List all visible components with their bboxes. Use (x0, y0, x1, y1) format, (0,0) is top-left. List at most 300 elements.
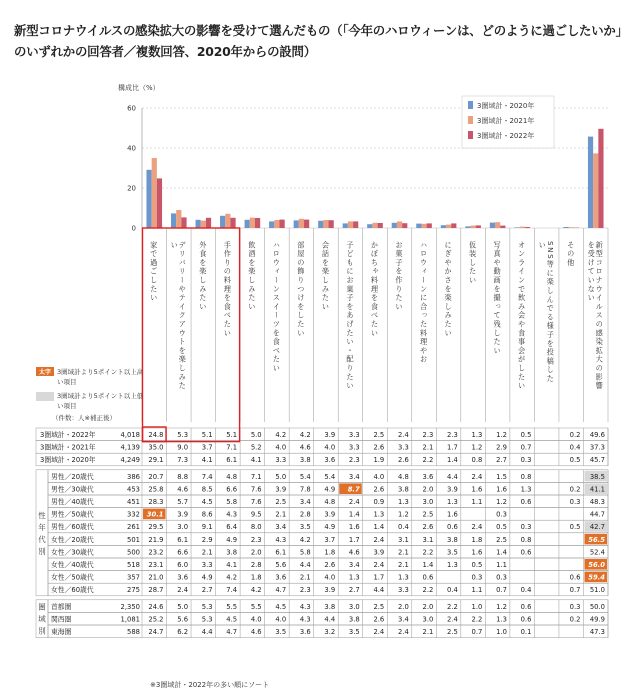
table-value: 3.6 (275, 573, 287, 582)
table-value: 8.8 (177, 472, 189, 481)
table-value: 0.8 (471, 456, 483, 465)
table-value: 0.7 (496, 586, 507, 595)
table-value: 2.5 (447, 628, 458, 636)
table-value: 4.4 (324, 615, 336, 624)
table-value: 5.5 (250, 602, 262, 611)
bar (353, 221, 358, 228)
table-value: 3.3 (397, 586, 409, 595)
table-value: 2.0 (422, 602, 434, 611)
bar (500, 226, 505, 228)
table-value: 1.4 (447, 456, 458, 465)
group-label-char: 域 (38, 614, 46, 624)
table-value: 29.1 (148, 456, 164, 465)
category-label: デリバリーやテイクアウトを楽しみた (178, 241, 188, 391)
table-value: 4.2 (275, 431, 287, 439)
table-value: 1.2 (397, 510, 409, 519)
table-value: 2.8 (250, 561, 262, 569)
table-value: 1.7 (348, 535, 360, 544)
bar (593, 153, 598, 228)
table-value: 48.3 (589, 498, 605, 506)
table-value: 3.9 (324, 586, 336, 595)
table-value: 2.4 (373, 628, 385, 636)
table-value: 4.0 (250, 615, 262, 624)
row-label: 東海圏 (51, 628, 72, 636)
bar (563, 227, 568, 228)
table-value: 37.3 (589, 443, 605, 452)
table-value: 6.4 (226, 523, 238, 532)
table-value: 4.3 (275, 535, 287, 544)
category-label: 手作りの料理を食べたい (223, 241, 233, 338)
table-value: 1.3 (397, 498, 409, 506)
table-value: 1.4 (422, 561, 434, 569)
bar (171, 213, 176, 228)
table-value: 56.0 (588, 561, 605, 569)
table-value: 7.8 (299, 485, 311, 494)
table-value: 1.3 (447, 498, 458, 506)
table-value: 0.2 (569, 485, 581, 494)
row-count: 332 (127, 510, 140, 519)
table-value: 3.8 (226, 548, 238, 557)
table-value: 0.6 (520, 498, 532, 506)
table-value: 3.8 (447, 535, 458, 544)
table-value: 1.3 (397, 573, 409, 582)
table-value: 1.6 (447, 510, 458, 519)
table-value: 4.6 (348, 548, 360, 557)
table-value: 1.0 (471, 602, 483, 611)
table-value: 3.9 (373, 548, 385, 557)
category-label: かぼちゃ料理を食べたい (370, 241, 380, 338)
table-value: 2.3 (422, 431, 434, 439)
table-value: 4.3 (226, 510, 238, 519)
group-label-cell (36, 470, 48, 596)
table-value: 3.3 (397, 443, 409, 452)
bar (255, 218, 260, 228)
table-value: 0.5 (569, 456, 581, 465)
row-count: 2,350 (120, 602, 140, 611)
bar (294, 220, 299, 228)
table-value: 8.0 (250, 523, 262, 532)
table-value: 2.1 (397, 548, 409, 557)
footnote: ※3圏域計・2022年の多い順にソート (150, 681, 270, 689)
table-value: 0.3 (496, 510, 507, 519)
table-value: 0.3 (520, 523, 532, 532)
table-value: 6.2 (177, 628, 189, 636)
bar (201, 221, 206, 228)
table-value: 2.3 (299, 586, 311, 595)
table-value: 0.1 (520, 628, 532, 636)
table-value: 3.6 (177, 573, 189, 582)
table-value: 8.5 (201, 485, 213, 494)
table-value: 2.4 (471, 472, 483, 481)
table-value: 4.0 (275, 615, 287, 624)
table-value: 5.0 (250, 431, 262, 439)
table-value: 4.0 (324, 573, 336, 582)
row-label: 女性／30歳代 (51, 548, 94, 557)
table-value: 5.6 (177, 615, 189, 624)
table-value: 1.3 (373, 510, 385, 519)
table-value: 2.5 (496, 535, 507, 544)
table-value: 5.1 (201, 431, 213, 439)
table-value: 4.5 (275, 602, 287, 611)
legend-swatch (468, 116, 473, 124)
table-value: 3.3 (348, 431, 360, 439)
table-value: 5.0 (275, 472, 287, 481)
table-value: 2.2 (471, 615, 483, 624)
table-value: 1.2 (496, 602, 507, 611)
table-value: 42.7 (589, 523, 605, 532)
table-value: 5.3 (201, 602, 213, 611)
table-value: 3.4 (275, 523, 287, 532)
row-label: 男性／50歳代 (51, 510, 94, 519)
table-value: 0.3 (520, 456, 532, 465)
page-title: 新型コロナウイルスの感染拡大の影響を受けて選んだもの（「今年のハロウィーンは、どのように過ごしたいか」のいずれかの回答者／複数回答、2020年からの設問） (14, 23, 622, 59)
table-value: 4.9 (226, 535, 238, 544)
bar (397, 221, 402, 228)
bar (421, 224, 426, 228)
table-value: 6.0 (177, 561, 189, 569)
row-count: 4,139 (120, 443, 140, 452)
table-value: 9.5 (250, 510, 262, 519)
table-value: 4.1 (201, 456, 213, 465)
table-value: 25.8 (148, 485, 164, 494)
table-value: 23.1 (148, 561, 164, 569)
table-value: 4.2 (226, 573, 238, 582)
table-value: 50.0 (589, 602, 605, 611)
table-value: 2.4 (348, 498, 360, 506)
row-label: 女性／50歳代 (51, 573, 94, 582)
category-label: 新型コロナウイルスの感染拡大の影響 (595, 241, 605, 391)
bar (146, 170, 151, 228)
bar (598, 129, 603, 228)
table-value: 3.4 (397, 615, 409, 624)
category-label: その他 (566, 241, 576, 268)
table-value: 0.4 (447, 586, 458, 595)
table-value: 1.4 (373, 523, 385, 532)
category-label: SNS等に楽しんでる様子を投稿した (546, 241, 556, 384)
category-label: 部屋の飾りつけをしたい (296, 241, 306, 338)
bar (569, 227, 574, 228)
table-value: 5.8 (226, 498, 238, 506)
table-value: 1.3 (496, 615, 507, 624)
table-value: 4.2 (299, 431, 311, 439)
table-value: 49.9 (589, 615, 605, 624)
table-value: 52.4 (589, 548, 605, 557)
row-label: 女性／20歳代 (51, 535, 94, 544)
legend-high-text-2: い項目 (57, 378, 77, 386)
table-value: 3.8 (324, 602, 336, 611)
table-value: 59.4 (588, 573, 605, 582)
table-value: 5.4 (299, 472, 311, 481)
table-value: 2.4 (471, 523, 483, 532)
table-value: 30.1 (146, 510, 164, 519)
table-value: 2.5 (422, 510, 434, 519)
table-value: 6.1 (275, 548, 287, 557)
table-value: 1.8 (471, 535, 483, 544)
table-value: 6.6 (177, 548, 189, 557)
table-value: 2.4 (447, 615, 458, 624)
table-value: 3.6 (299, 628, 311, 636)
bar (367, 224, 372, 228)
table-value: 2.6 (397, 456, 409, 465)
table-value: 45.7 (589, 456, 605, 465)
legend-label: 3圏域計・2021年 (477, 117, 535, 125)
table-value: 23.2 (148, 548, 164, 557)
table-value: 1.4 (496, 548, 507, 557)
table-value: 2.4 (373, 535, 385, 544)
table-value: 5.7 (177, 498, 189, 506)
table-value: 2.0 (397, 602, 409, 611)
row-count: 386 (127, 472, 140, 481)
group-label-char: 別 (38, 546, 46, 556)
row-label: 男性／60歳代 (51, 523, 94, 532)
table-value: 9.0 (177, 443, 189, 452)
table-value: 2.4 (373, 561, 385, 569)
row-count: 500 (127, 548, 140, 557)
table-value: 1.9 (373, 456, 385, 465)
bar (329, 220, 334, 228)
table-value: 4.5 (201, 498, 213, 506)
row-label: 関西圏 (51, 615, 72, 624)
row-count: 451 (127, 498, 140, 506)
row-count: 275 (127, 586, 140, 595)
table-value: 0.3 (569, 602, 581, 611)
row-label: 男性／20歳代 (51, 472, 94, 481)
table-value: 5.4 (324, 472, 336, 481)
table-value: 1.1 (471, 498, 483, 506)
bar (279, 220, 284, 228)
table-value: 0.6 (520, 615, 532, 624)
table-value: 0.4 (397, 523, 409, 532)
table-value: 1.3 (520, 485, 532, 494)
row-count: 1,081 (120, 615, 140, 624)
bar (152, 158, 157, 228)
category-label: い (538, 241, 548, 250)
category-label: を受けていない (587, 241, 597, 303)
table-value: 4.3 (299, 602, 311, 611)
table-value: 2.1 (275, 510, 287, 519)
table-value: 2.2 (422, 456, 434, 465)
table-value: 3.3 (275, 456, 287, 465)
bar (269, 221, 274, 228)
table-value: 3.1 (397, 535, 409, 544)
bar (446, 225, 451, 228)
table-value: 0.5 (569, 523, 581, 532)
bar (176, 210, 181, 228)
table-value: 5.3 (201, 615, 213, 624)
bar (230, 218, 235, 228)
table-value: 4.9 (201, 573, 213, 582)
legend-swatch (468, 101, 473, 109)
table-value: 1.3 (348, 573, 360, 582)
table-value: 3.8 (348, 615, 360, 624)
bar (274, 220, 279, 228)
table-value: 2.4 (397, 628, 409, 636)
y-tick-label: 0 (131, 224, 136, 233)
table-value: 1.4 (348, 510, 360, 519)
table-value: 9.1 (201, 523, 213, 532)
table-value: 1.2 (471, 443, 483, 452)
table-value: 35.0 (148, 443, 164, 452)
table-value: 4.1 (250, 456, 262, 465)
row-label: 男性／30歳代 (51, 485, 94, 494)
table-value: 6.1 (226, 456, 238, 465)
table-value: 3.3 (348, 443, 360, 452)
bar (196, 220, 201, 228)
bar (181, 217, 186, 228)
table-value: 4.4 (373, 586, 385, 595)
table-value: 4.0 (373, 472, 385, 481)
table-value: 2.0 (422, 485, 434, 494)
table-value: 2.7 (496, 456, 507, 465)
legend-high-text: 3圏域計より5ポイント以上高 (57, 368, 144, 376)
table-value: 2.6 (373, 615, 385, 624)
group-label-char: 圏 (38, 602, 46, 612)
table-value: 2.1 (299, 573, 311, 582)
table-value: 4.6 (250, 628, 262, 636)
table-value: 3.8 (397, 485, 409, 494)
table-value: 1.0 (496, 628, 507, 636)
table-value: 3.9 (275, 485, 287, 494)
bar (245, 220, 250, 228)
table-value: 20.7 (148, 472, 164, 481)
table-value: 2.2 (422, 586, 434, 595)
table-value: 2.2 (447, 602, 458, 611)
table-value: 4.9 (324, 523, 336, 532)
table-value: 0.6 (569, 573, 581, 582)
table-value: 2.6 (373, 485, 385, 494)
bar (495, 222, 500, 228)
y-tick-label: 20 (127, 184, 136, 193)
table-value: 28.7 (148, 586, 164, 595)
table-value: 2.9 (496, 443, 507, 452)
bar (225, 214, 230, 228)
bar (378, 223, 383, 228)
table-value: 5.5 (226, 602, 238, 611)
bar (220, 216, 225, 228)
table-value: 47.3 (589, 628, 605, 636)
bar (206, 218, 211, 228)
y-tick-label: 40 (127, 144, 136, 153)
table-value: 56.5 (588, 535, 605, 544)
table-value: 0.4 (520, 586, 532, 595)
table-value: 6.6 (226, 485, 238, 494)
table-value: 4.4 (447, 472, 458, 481)
table-value: 0.5 (496, 523, 507, 532)
table-value: 4.2 (250, 586, 262, 595)
table-value: 21.9 (148, 535, 164, 544)
table-value: 3.0 (422, 615, 434, 624)
bar (299, 219, 304, 228)
table-value: 2.1 (422, 443, 434, 452)
row-count: 453 (127, 485, 140, 494)
row-label: 3圏域計・2020年 (40, 456, 96, 465)
bar (514, 227, 519, 228)
bar (588, 137, 593, 228)
bar (304, 220, 309, 228)
table-value: 4.9 (324, 485, 336, 494)
table-value: 1.2 (496, 431, 507, 439)
y-tick-label: 60 (127, 104, 136, 113)
table-value: 3.4 (348, 561, 360, 569)
table-value: 5.0 (177, 602, 189, 611)
table-value: 3.9 (324, 431, 336, 439)
bar (476, 225, 481, 228)
table-value: 1.6 (348, 523, 360, 532)
table-value: 1.6 (496, 485, 507, 494)
table-value: 3.2 (324, 628, 336, 636)
table-value: 0.6 (520, 548, 532, 557)
table-value: 28.3 (148, 498, 164, 506)
table-value: 24.7 (148, 628, 164, 636)
table-value: 3.0 (177, 523, 189, 532)
bar (427, 223, 432, 228)
row-label: 3圏域計・2022年 (40, 431, 96, 439)
y-axis-label: 構成比（%） (118, 84, 160, 92)
category-label: 子どもにお菓子をあげたい・配りたい (345, 241, 355, 391)
table-value: 24.6 (148, 602, 164, 611)
table-value: 7.6 (250, 498, 262, 506)
table-value: 1.1 (471, 586, 483, 595)
table-value: 3.0 (422, 498, 434, 506)
table-value: 0.6 (447, 523, 458, 532)
table-value: 7.6 (250, 485, 262, 494)
table-value: 24.8 (148, 431, 164, 439)
table-value: 0.5 (520, 431, 532, 439)
table-value: 5.3 (177, 431, 189, 439)
table-value: 2.4 (177, 586, 189, 595)
table-value: 4.7 (275, 586, 287, 595)
table-value: 0.7 (471, 628, 483, 636)
table-value: 2.1 (422, 628, 434, 636)
table-value: 3.5 (275, 628, 287, 636)
table-value: 1.5 (496, 472, 507, 481)
table-value: 5.2 (250, 443, 262, 452)
group-label-char: 年 (38, 522, 46, 532)
table-value: 3.6 (422, 472, 434, 481)
table-value: 3.8 (299, 456, 311, 465)
table-value: 0.6 (520, 602, 532, 611)
bar (525, 227, 530, 228)
table-value: 3.7 (324, 535, 336, 544)
table-value: 2.8 (299, 510, 311, 519)
table-value: 3.6 (324, 456, 336, 465)
table-value: 0.4 (569, 443, 581, 452)
bar (348, 221, 353, 228)
bar (250, 218, 255, 228)
table-value: 2.4 (397, 431, 409, 439)
row-count: 501 (127, 535, 140, 544)
legend-label: 3圏域計・2020年 (477, 102, 535, 110)
table-value: 7.4 (201, 472, 213, 481)
table-value: 2.5 (373, 431, 385, 439)
table-value: 25.2 (148, 615, 164, 624)
table-value: 5.1 (226, 431, 238, 439)
table-value: 2.3 (348, 456, 360, 465)
table-value: 4.6 (299, 443, 311, 452)
table-value: 0.2 (569, 615, 581, 624)
table-value: 49.6 (589, 431, 605, 439)
table-value: 2.7 (201, 586, 213, 595)
table-value: 4.3 (299, 615, 311, 624)
table-value: 3.4 (348, 472, 360, 481)
category-label: にぎやかさを楽しみたい (444, 241, 454, 338)
table-value: 3.9 (324, 510, 336, 519)
bar (323, 220, 328, 228)
table-value: 2.9 (201, 535, 213, 544)
table-value: 2.6 (324, 561, 336, 569)
legend-low-text: 3圏域計より5ポイント以上低 (57, 392, 144, 400)
table-value: 0.6 (422, 573, 434, 582)
